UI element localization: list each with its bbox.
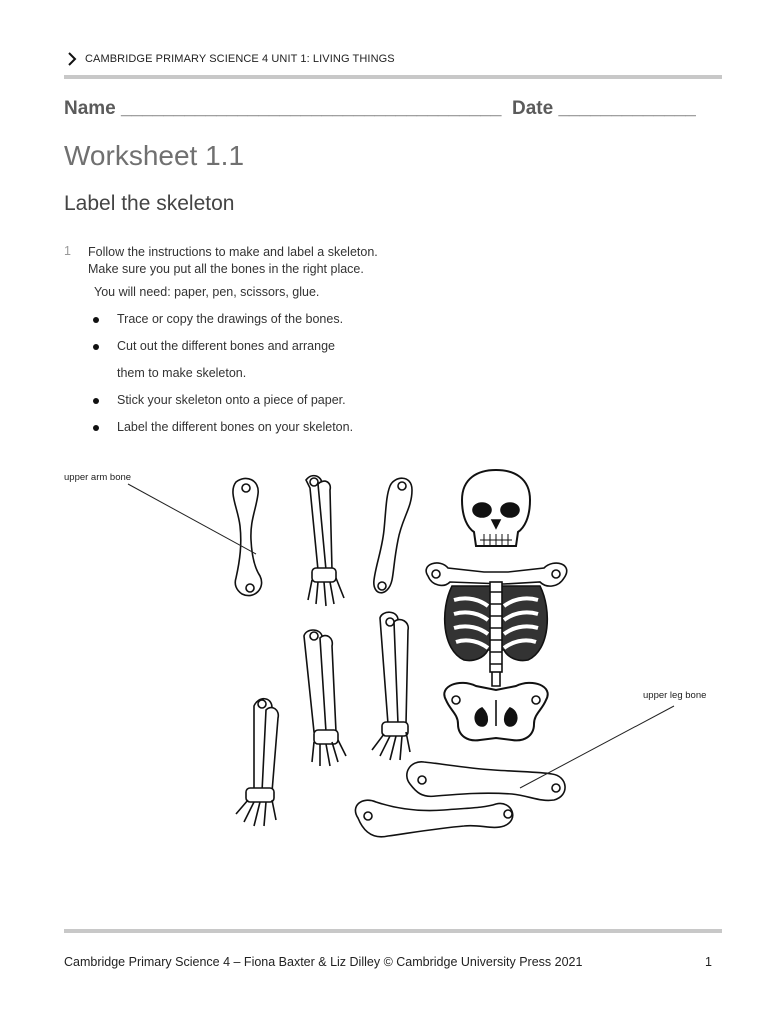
date-blank[interactable]: _____________ xyxy=(558,98,696,119)
name-label: Name xyxy=(64,98,116,119)
question-line-2: Make sure you put all the bones in the right place. xyxy=(88,262,364,276)
bullet-icon xyxy=(93,344,99,350)
name-date-line xyxy=(64,98,696,120)
instruction-text: them to make skeleton. xyxy=(117,366,247,380)
ribcage xyxy=(445,582,548,686)
upper-arm-bone-label: upper arm bone xyxy=(64,472,132,483)
worksheet-title: Worksheet 1.1 xyxy=(64,140,245,171)
upper-leg-label-line xyxy=(520,706,674,788)
footer-divider xyxy=(64,929,722,933)
chevron-right-icon xyxy=(66,51,78,67)
header-divider xyxy=(64,75,722,79)
materials-text: You will need: paper, pen, scissors, glue. xyxy=(94,285,320,299)
forearm-hand-middle xyxy=(304,630,346,766)
upper-arm-bone-left xyxy=(233,478,262,595)
page-number: 1 xyxy=(705,955,712,969)
bullet-icon xyxy=(93,398,99,404)
instruction-text: Stick your skeleton onto a piece of paper. xyxy=(117,393,346,407)
date-label: Date xyxy=(512,98,554,119)
upper-leg-bone-label: upper leg bone xyxy=(643,690,707,701)
name-blank[interactable]: ____________________________________ xyxy=(121,98,502,119)
footer-credit: Cambridge Primary Science 4 – Fiona Baxter & Liz Dilley © Cambridge University Press 2021 xyxy=(64,955,583,969)
worksheet-subtitle: Label the skeleton xyxy=(64,192,235,215)
instruction-text: Trace or copy the drawings of the bones. xyxy=(117,312,344,326)
header-breadcrumb: CAMBRIDGE PRIMARY SCIENCE 4 UNIT 1: LIVING THINGS xyxy=(85,53,395,65)
question-number: 1 xyxy=(64,244,71,258)
question-line-1: Follow the instructions to make and label a skeleton. xyxy=(88,245,378,259)
question-intro xyxy=(88,244,378,278)
upper-arm-bone-right xyxy=(374,478,412,593)
instruction-text: Label the different bones on your skeleton. xyxy=(117,420,354,434)
forearm-hand-top xyxy=(306,476,344,606)
upper-leg-bone-bottom xyxy=(355,800,512,837)
forearm-hand-right xyxy=(372,612,410,760)
instruction-text: Cut out the different bones and arrange xyxy=(117,339,335,353)
skull xyxy=(462,470,530,546)
bullet-icon xyxy=(93,317,99,323)
skeleton-drawing xyxy=(64,460,724,860)
pelvis xyxy=(444,683,547,741)
forearm-hand-bottom xyxy=(236,699,278,826)
upper-leg-bone-top xyxy=(407,762,565,801)
bullet-icon xyxy=(93,425,99,431)
